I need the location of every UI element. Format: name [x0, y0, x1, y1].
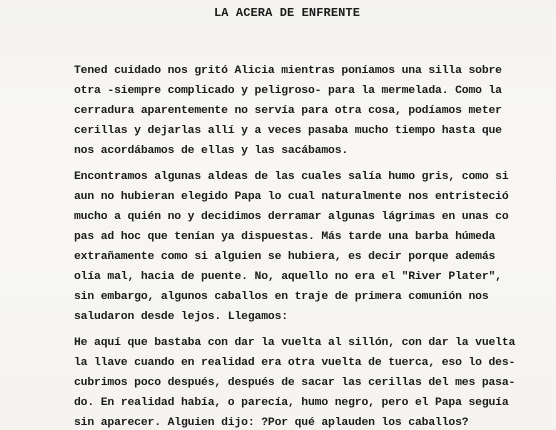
paragraph-3-line-5: sin aparecer. Alguien dijo: ?Por qué aplauden los caballos? — [74, 417, 469, 429]
paragraph-1-line-2: otra -siempre complicado y peligroso- para la mermelada. Como la — [74, 85, 502, 97]
paragraph-2-line-8: saludaron desde lejos. Llegamos: — [74, 311, 288, 323]
paragraph-2-line-5: extrañamente como si alguien se hubiera, es decir porque además — [74, 251, 496, 263]
paragraph-2-line-3: mucho a quién no y decidimos derramar algunas lágrimas en unas co — [74, 211, 509, 223]
document-title: LA ACERA DE ENFRENTE — [214, 6, 361, 20]
paragraph-2-line-6: olía mal, hacia de puente. No, aquello no era el "River Plater", — [74, 271, 502, 283]
paragraph-3-line-3: cubrimos poco después, después de sacar las cerillas del mes pasa- — [74, 377, 516, 389]
paragraph-1-line-3: cerradura aparentemente no servía para otra cosa, podíamos meter — [74, 105, 502, 117]
paragraph-1-line-1: Tened cuidado nos gritó Alicia mientras poníamos una silla sobre — [74, 65, 502, 77]
paragraph-2-line-2: aun no hubieran elegido Papa lo cual naturalmente nos entristeció — [74, 191, 509, 203]
paragraph-3-line-1: He aquí que bastaba con dar la vuelta al sillón, con dar la vuelta — [74, 337, 516, 349]
paragraph-1-line-5: nos acordábamos de ellas y las sacábamos. — [74, 145, 349, 157]
paragraph-2-line-4: pas ad hoc que tenían ya dispuestas. Más tarde una barba húmeda — [74, 231, 496, 243]
paragraph-2-line-7: sin embargo, algunos caballos en traje de primera comunión nos — [74, 291, 489, 303]
paragraph-3-line-2: la llave cuando en realidad era otra vuelta de tuerca, eso lo des- — [74, 357, 516, 369]
paragraph-2-line-1: Encontramos algunas aldeas de las cuales salía humo gris, como si — [74, 171, 509, 183]
paragraph-1-line-4: cerillas y dejarlas allí y a veces pasaba mucho tiempo hasta que — [74, 125, 502, 137]
paragraph-3-line-4: do. En realidad había, o parecía, humo negro, pero el Papa seguía — [74, 397, 509, 409]
